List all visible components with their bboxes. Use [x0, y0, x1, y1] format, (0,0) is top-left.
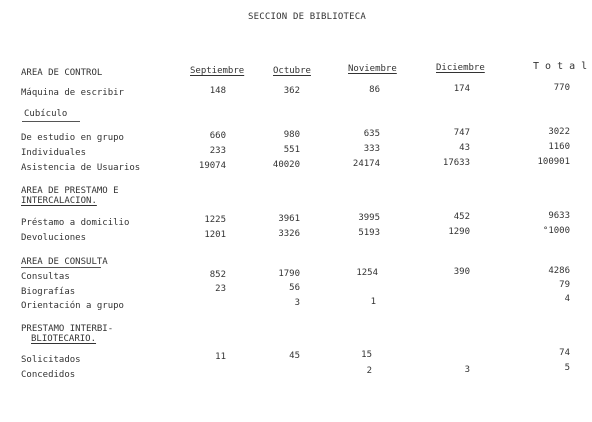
cell-value: 3961 [278, 214, 300, 224]
cell-value: 43 [459, 143, 470, 153]
cell-value: 1225 [204, 215, 226, 225]
header-noviembre: Noviembre [348, 64, 397, 74]
row-label: Asistencia de Usuarios [21, 163, 141, 173]
cell-value: 3 [464, 365, 470, 375]
row-label: Devoluciones [21, 233, 87, 243]
cell-value: 174 [453, 84, 470, 94]
cell-value: 362 [283, 86, 300, 96]
cell-value: °1000 [542, 226, 570, 236]
cell-value: 56 [289, 283, 300, 293]
row-label: Individuales [21, 148, 87, 158]
cell-value: 770 [553, 83, 570, 93]
cell-value: 1201 [204, 230, 226, 240]
header-septiembre: Septiembre [190, 66, 245, 76]
cell-value: 19074 [198, 161, 226, 171]
section-heading-line1: AREA DE PRESTAMO E [21, 186, 119, 196]
row-label: Biografías [21, 287, 76, 297]
cell-value: 5193 [358, 228, 380, 238]
cell-value: 747 [453, 128, 470, 138]
row-label: Consultas [21, 272, 70, 282]
header-octubre: Octubre [273, 66, 311, 76]
cell-value: 4286 [548, 266, 570, 276]
cell-value: 1290 [448, 227, 470, 237]
section-heading-line2: BLIOTECARIO. [31, 334, 97, 344]
cell-value: 74 [559, 348, 570, 358]
cell-value: 980 [283, 130, 300, 140]
cell-value: 1160 [548, 142, 570, 152]
cell-value: 2 [366, 366, 372, 376]
row-label: Solicitados [21, 355, 81, 365]
cell-value: 660 [209, 131, 226, 141]
section-underline [22, 121, 80, 122]
row-label: Orientación a grupo [21, 301, 124, 311]
cell-value: 15 [361, 350, 372, 360]
section-heading: Cubículo [24, 109, 68, 119]
cell-value: 86 [369, 85, 380, 95]
cell-value: 148 [209, 86, 226, 96]
cell-value: 4 [564, 294, 570, 304]
row-label: De estudio en grupo [21, 133, 124, 143]
cell-value: 5 [564, 363, 570, 373]
cell-value: 452 [453, 212, 470, 222]
cell-value: 40020 [272, 160, 300, 170]
cell-value: 9633 [548, 211, 570, 221]
cell-value: 17633 [442, 158, 470, 168]
cell-value: 333 [363, 144, 380, 154]
cell-value: 1 [370, 297, 376, 307]
section-heading: AREA DE CONSULTA [21, 257, 108, 267]
section-underline [21, 267, 101, 268]
area-control-heading: AREA DE CONTROL [21, 68, 103, 78]
cell-value: 233 [209, 146, 226, 156]
row-label: Máquina de escribir [21, 88, 124, 98]
header-diciembre: Diciembre [436, 63, 485, 73]
header-total: T o t a l [533, 61, 588, 72]
cell-value: 3 [294, 298, 300, 308]
document-title: SECCION DE BIBLIOTECA [248, 12, 366, 22]
cell-value: 635 [363, 129, 380, 139]
row-label: Concedidos [21, 370, 76, 380]
cell-value: 551 [283, 145, 300, 155]
section-heading-line2: INTERCALACION. [21, 196, 97, 206]
section-heading-line1: PRESTAMO INTERBI- [21, 324, 114, 334]
cell-value: 11 [215, 352, 226, 362]
cell-value: 45 [289, 351, 300, 361]
cell-value: 100901 [537, 157, 570, 167]
cell-value: 79 [559, 280, 570, 290]
cell-value: 23 [215, 284, 226, 294]
row-label: Préstamo a domicilio [21, 218, 130, 228]
cell-value: 3326 [278, 229, 300, 239]
cell-value: 3995 [358, 213, 380, 223]
cell-value: 852 [209, 270, 226, 280]
cell-value: 390 [453, 267, 470, 277]
cell-value: 3022 [548, 127, 570, 137]
cell-value: 1790 [278, 269, 300, 279]
cell-value: 1254 [356, 268, 378, 278]
cell-value: 24174 [352, 159, 380, 169]
